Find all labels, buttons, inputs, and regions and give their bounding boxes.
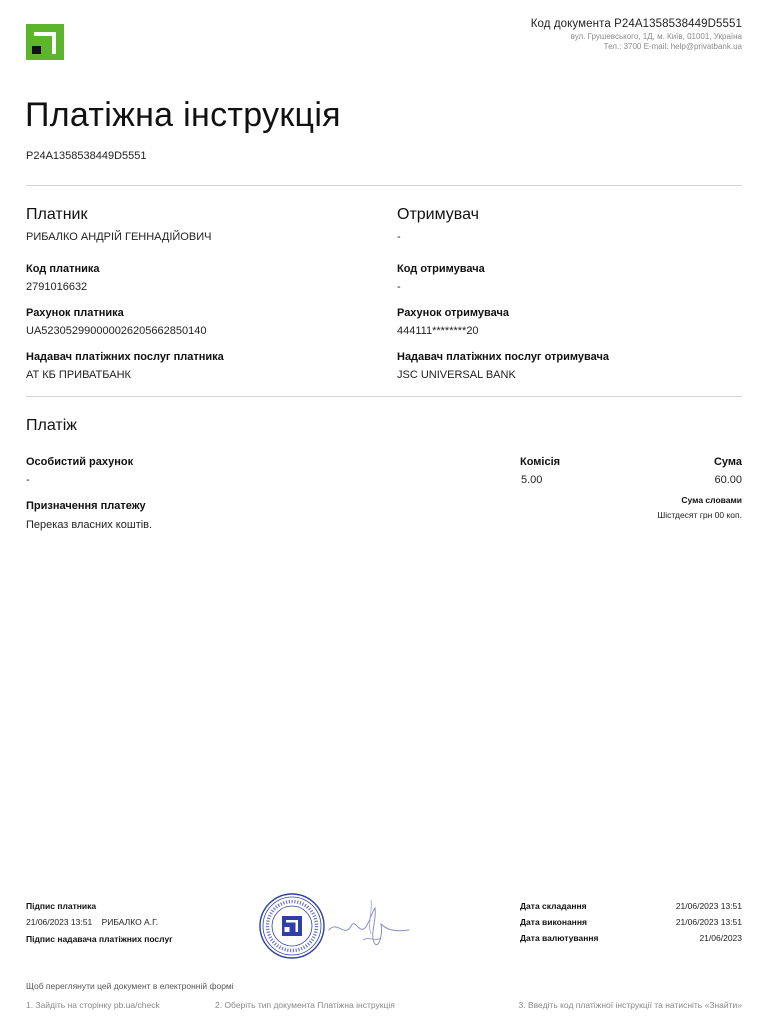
date-executed-value: 21/06/2023 13:51 <box>675 917 742 927</box>
check-step-1: 1. Зайдіть на сторінку pb.ua/check <box>26 1000 160 1010</box>
amount-words: Шістдесят грн 00 коп. <box>657 510 742 520</box>
payment-heading: Платіж <box>26 417 77 434</box>
amount-words-label: Сума словами <box>681 495 742 505</box>
divider <box>26 396 742 397</box>
recipient-code: - <box>397 281 401 293</box>
check-step-2: 2. Оберіть тип документа Платіжна інструкція <box>215 1000 395 1010</box>
date-value-label: Дата валютування <box>520 933 599 943</box>
document-id: P24A1358538449D5551 <box>26 150 147 162</box>
payer-signature-value: 21/06/2023 13:51 РИБАЛКО А.Г. <box>26 917 159 927</box>
amount-value: 60.00 <box>714 474 742 486</box>
payer-heading: Платник <box>26 206 88 223</box>
bank-contacts: Тел.: 3700 E-mail: help@privatbank.ua <box>603 42 742 51</box>
check-step-3: 3. Введіть код платіжної інструкції та натисніть «Знайти» <box>518 1000 742 1010</box>
recipient-provider: JSC UNIVERSAL BANK <box>397 369 516 381</box>
payer-name: РИБАЛКО АНДРІЙ ГЕННАДІЙОВИЧ <box>26 231 212 243</box>
signature-icon <box>325 890 415 954</box>
payer-code: 2791016632 <box>26 281 88 293</box>
privatbank-logo-icon <box>26 24 64 60</box>
recipient-heading: Отримувач <box>397 206 479 223</box>
document-code: Код документа P24A1358538449D5551 <box>530 18 742 30</box>
recipient-account-label: Рахунок отримувача <box>397 307 509 319</box>
date-created-label: Дата складання <box>520 901 587 911</box>
payer-code-label: Код платника <box>26 263 100 275</box>
payer-provider: АТ КБ ПРИВАТБАНК <box>26 369 131 381</box>
document-header <box>531 18 742 52</box>
check-instructions-note: Щоб переглянути цей документ в електронній формі <box>26 981 234 991</box>
payer-provider-label: Надавач платіжних послуг платника <box>26 351 224 363</box>
bank-stamp-icon <box>258 892 326 960</box>
payer-account: UA523052990000026205662850140 <box>26 325 207 337</box>
bank-address: вул. Грушевського, 1Д, м. Київ, 01001, Україна <box>570 32 742 41</box>
recipient-account: 444111********20 <box>397 325 479 337</box>
recipient-code-label: Код отримувача <box>397 263 485 275</box>
personal-account: - <box>26 474 30 486</box>
page-title: Платіжна інструкція <box>25 96 341 134</box>
recipient-provider-label: Надавач платіжних послуг отримувача <box>397 351 609 363</box>
purpose-label: Призначення платежу <box>26 500 146 512</box>
provider-signature-label: Підпис надавача платіжних послуг <box>26 934 173 944</box>
payer-account-label: Рахунок платника <box>26 307 124 319</box>
purpose-value: Переказ власних коштів. <box>26 519 153 531</box>
payer-signature-label: Підпис платника <box>26 901 97 911</box>
divider <box>26 185 742 186</box>
commission-value: 5.00 <box>521 474 543 486</box>
date-value-value: 21/06/2023 <box>699 933 742 943</box>
recipient-name: - <box>397 231 401 243</box>
amount-label: Сума <box>713 456 742 468</box>
commission-label: Комісія <box>520 456 561 468</box>
date-created-value: 21/06/2023 13:51 <box>675 901 742 911</box>
date-executed-label: Дата виконання <box>520 917 587 927</box>
personal-account-label: Особистий рахунок <box>26 456 134 468</box>
